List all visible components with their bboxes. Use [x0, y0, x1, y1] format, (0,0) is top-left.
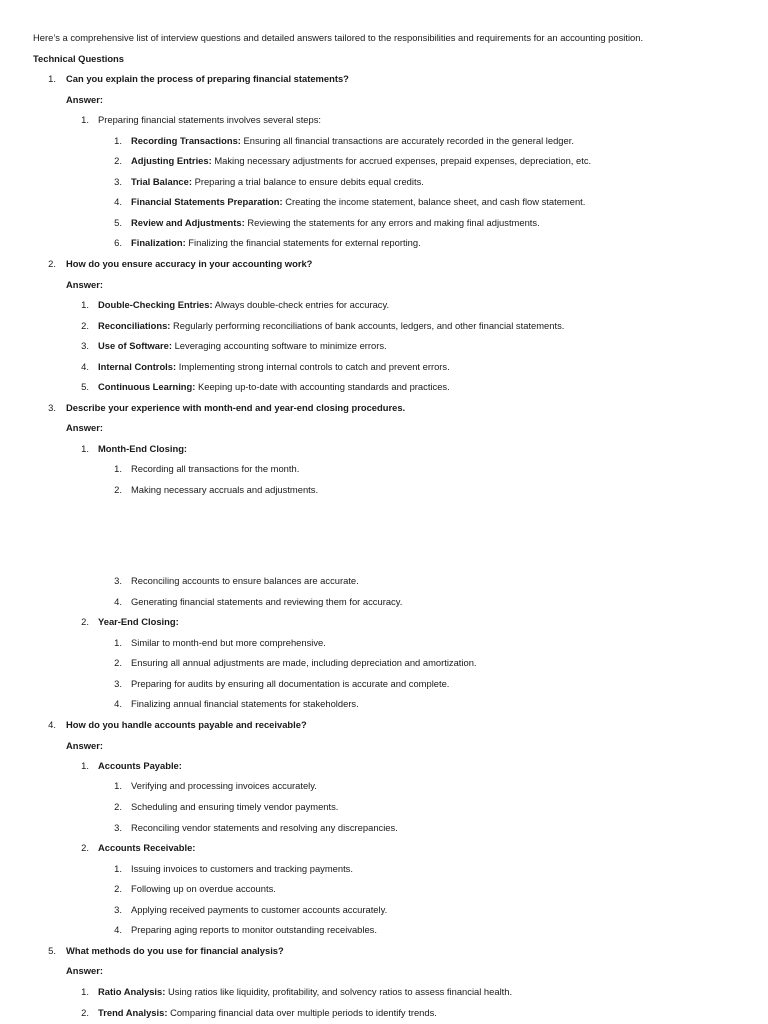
q1-step-5-number: 5. [114, 217, 122, 228]
q3-month-end-item-2-number: 2. [114, 484, 122, 495]
q1-step-4-desc: Creating the income statement, balance sheet, and cash flow statement. [282, 196, 586, 207]
q5-item-2-desc: Comparing financial data over multiple periods to identify trends. [167, 1007, 437, 1018]
q2-item-2 [98, 320, 564, 332]
q3-month-end-item-4-number: 4. [114, 596, 122, 607]
q2-item-1 [98, 299, 389, 311]
q2-item-4 [98, 361, 450, 373]
q3-answer-label: Answer: [66, 422, 103, 433]
q5-item-1 [98, 986, 512, 998]
q4-receivable-item-4: Preparing aging reports to monitor outstanding receivables. [131, 924, 377, 935]
q3-year-end-item-2: Ensuring all annual adjustments are made, including depreciation and amortization. [131, 657, 477, 668]
q4-question: How do you handle accounts payable and receivable? [66, 719, 307, 730]
q4-payable-item-1-number: 1. [114, 780, 122, 791]
q1-step-1 [131, 135, 574, 147]
q2-item-5-term: Continuous Learning: [98, 381, 196, 392]
q1-number: 1. [48, 73, 56, 84]
q4-receivable-item-2: Following up on overdue accounts. [131, 883, 276, 894]
q1-step-5 [131, 217, 540, 229]
q4-receivable-item-1-number: 1. [114, 863, 122, 874]
q2-item-4-number: 4. [81, 361, 89, 372]
q2-item-1-number: 1. [81, 299, 89, 310]
q3-year-end-item-2-number: 2. [114, 657, 122, 668]
q1-step-6-number: 6. [114, 237, 122, 248]
q1-step-intro-number: 1. [81, 114, 89, 125]
q3-month-end-item-2: Making necessary accruals and adjustments. [131, 484, 319, 495]
q4-receivable-item-3-number: 3. [114, 904, 122, 915]
q1-question: Can you explain the process of preparing financial statements? [66, 73, 349, 84]
q3-month-end-item-4: Generating financial statements and reviewing them for accuracy. [131, 596, 403, 607]
q2-item-3-desc: Leveraging accounting software to minimize errors. [171, 340, 387, 351]
q1-step-3-term: Trial Balance: [131, 176, 192, 187]
q2-item-4-desc: Implementing strong internal controls to catch and prevent errors. [176, 361, 450, 372]
q1-step-1-number: 1. [114, 135, 122, 146]
q5-item-2-number: 2. [81, 1007, 89, 1018]
q1-answer-label: Answer: [66, 94, 103, 105]
q3-year-end-title: Year-End Closing: [98, 616, 179, 627]
q2-item-3 [98, 340, 387, 352]
q3-number: 3. [48, 402, 56, 413]
q1-step-4-number: 4. [114, 196, 122, 207]
q4-receivable-item-1: Issuing invoices to customers and tracking payments. [131, 863, 353, 874]
q1-step-2-desc: Making necessary adjustments for accrued expenses, prepaid expenses, depreciation, etc. [211, 155, 592, 166]
q2-item-3-number: 3. [81, 340, 89, 351]
q3-year-end-item-4-number: 4. [114, 698, 122, 709]
q2-number: 2. [48, 258, 56, 269]
q1-step-intro: Preparing financial statements involves several steps: [98, 114, 322, 125]
q5-item-2 [98, 1007, 437, 1019]
q2-item-5 [98, 381, 450, 393]
q4-payable-item-2: Scheduling and ensuring timely vendor payments. [131, 801, 339, 812]
q4-payable-item-3-number: 3. [114, 822, 122, 833]
q4-number: 4. [48, 719, 56, 730]
q5-question: What methods do you use for financial analysis? [66, 945, 284, 956]
q4-payable-number: 1. [81, 760, 89, 771]
q3-month-end-item-1-number: 1. [114, 463, 122, 474]
q2-item-1-desc: Always double-check entries for accuracy. [212, 299, 390, 310]
q3-year-end-item-1: Similar to month-end but more comprehensive. [131, 637, 326, 648]
q5-item-1-term: Ratio Analysis: [98, 986, 166, 997]
q4-payable-title: Accounts Payable: [98, 760, 182, 771]
q1-step-3 [131, 176, 424, 188]
q4-answer-label: Answer: [66, 740, 103, 751]
q2-item-2-desc: Regularly performing reconciliations of bank accounts, ledgers, and other financial statements. [170, 320, 565, 331]
q1-step-1-term: Recording Transactions: [131, 135, 241, 146]
q4-receivable-item-3: Applying received payments to customer accounts accurately. [131, 904, 388, 915]
q3-month-end-title: Month-End Closing: [98, 443, 188, 454]
section-heading: Technical Questions [33, 53, 124, 64]
q4-payable-item-2-number: 2. [114, 801, 122, 812]
q2-item-2-term: Reconciliations: [98, 320, 171, 331]
q2-answer-label: Answer: [66, 279, 103, 290]
q4-payable-item-3: Reconciling vendor statements and resolving any discrepancies. [131, 822, 398, 833]
q5-number: 5. [48, 945, 56, 956]
q1-step-2-term: Adjusting Entries: [131, 155, 212, 166]
q5-answer-label: Answer: [66, 965, 103, 976]
q2-item-5-number: 5. [81, 381, 89, 392]
q1-step-2-number: 2. [114, 155, 122, 166]
q1-step-5-desc: Reviewing the statements for any errors and making final adjustments. [244, 217, 540, 228]
q1-step-6-term: Finalization: [131, 237, 186, 248]
q5-item-1-number: 1. [81, 986, 89, 997]
q2-question: How do you ensure accuracy in your accounting work? [66, 258, 313, 269]
q1-step-2 [131, 155, 591, 167]
q1-step-4 [131, 196, 585, 208]
q3-month-end-number: 1. [81, 443, 89, 454]
q1-step-6 [131, 237, 421, 249]
q1-step-3-number: 3. [114, 176, 122, 187]
q2-item-3-term: Use of Software: [98, 340, 172, 351]
q1-step-6-desc: Finalizing the financial statements for external reporting. [185, 237, 421, 248]
q4-receivable-item-4-number: 4. [114, 924, 122, 935]
q5-item-1-desc: Using ratios like liquidity, profitability, and solvency ratios to assess financial health. [165, 986, 513, 997]
q2-item-1-term: Double-Checking Entries: [98, 299, 213, 310]
q3-year-end-number: 2. [81, 616, 89, 627]
q1-step-5-term: Review and Adjustments: [131, 217, 245, 228]
intro-text: Here’s a comprehensive list of interview questions and detailed answers tailored to the responsibilities and requirements for an accounting position. [33, 32, 644, 43]
q3-month-end-item-1: Recording all transactions for the month. [131, 463, 300, 474]
q2-item-2-number: 2. [81, 320, 89, 331]
q3-month-end-item-3: Reconciling accounts to ensure balances are accurate. [131, 575, 359, 586]
q3-month-end-item-3-number: 3. [114, 575, 122, 586]
q4-receivable-title: Accounts Receivable: [98, 842, 196, 853]
q5-item-2-term: Trend Analysis: [98, 1007, 168, 1018]
q1-step-4-term: Financial Statements Preparation: [131, 196, 283, 207]
q1-step-3-desc: Preparing a trial balance to ensure debits equal credits. [191, 176, 424, 187]
q4-payable-item-1: Verifying and processing invoices accurately. [131, 780, 317, 791]
q4-receivable-number: 2. [81, 842, 89, 853]
q3-year-end-item-3-number: 3. [114, 678, 122, 689]
q3-year-end-item-4: Finalizing annual financial statements for stakeholders. [131, 698, 359, 709]
q4-receivable-item-2-number: 2. [114, 883, 122, 894]
q3-year-end-item-3: Preparing for audits by ensuring all documentation is accurate and complete. [131, 678, 450, 689]
q1-step-1-desc: Ensuring all financial transactions are accurately recorded in the general ledger. [240, 135, 574, 146]
q3-year-end-item-1-number: 1. [114, 637, 122, 648]
q3-question: Describe your experience with month-end and year-end closing procedures. [66, 402, 406, 413]
q2-item-4-term: Internal Controls: [98, 361, 177, 372]
q2-item-5-desc: Keeping up-to-date with accounting standards and practices. [195, 381, 450, 392]
